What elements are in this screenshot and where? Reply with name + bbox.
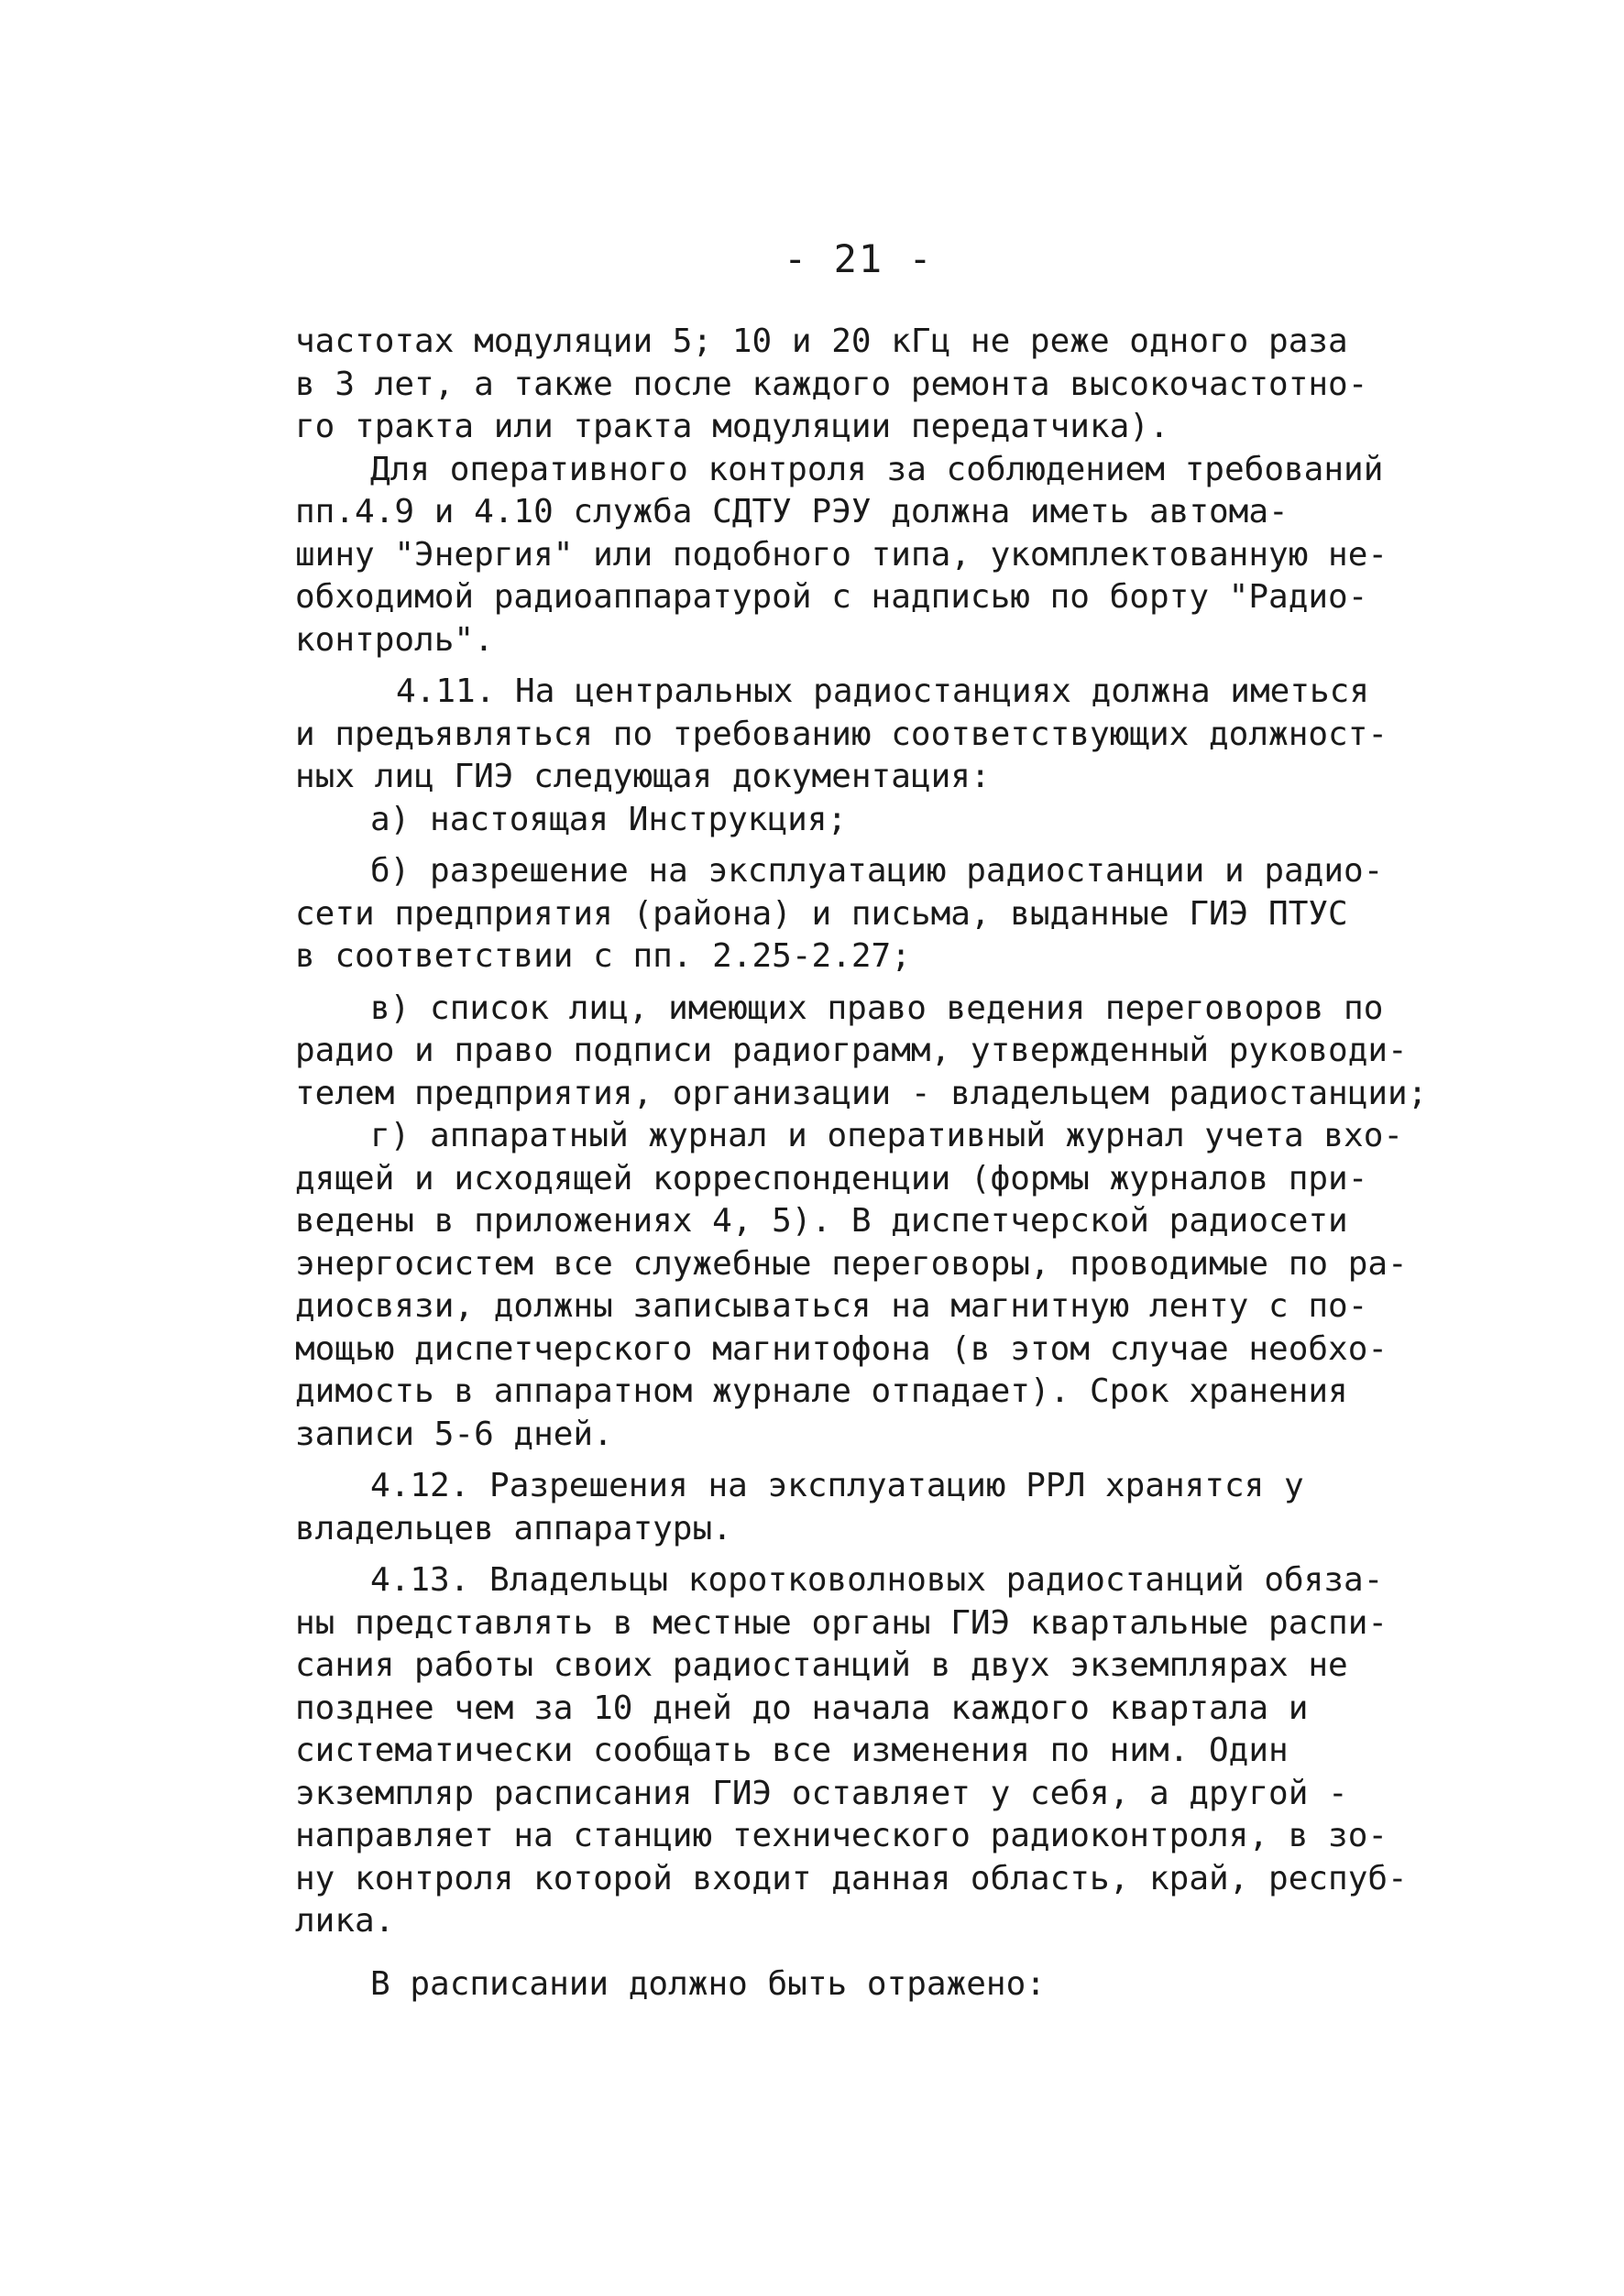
text-line: лика. [295,1902,395,1940]
text-line: сети предприятия (района) и письма, выданные ГИЭ ПТУС [295,894,1348,933]
text-line: а) настоящая Инструкция; [370,800,848,838]
text-line: в) список лиц, имеющих право ведения переговоров по [370,989,1384,1027]
text-line: владельцев аппаратуры. [295,1509,732,1547]
text-line: ведены в приложениях 4, 5). В диспетчерской радиосети [295,1202,1348,1240]
text-line: экземпляр расписания ГИЭ оставляет у себя, а другой - [295,1774,1348,1812]
text-line: записи 5-6 дней. [295,1415,613,1453]
text-line: радио и право подписи радиограмм, утвержденный руководи- [295,1032,1408,1069]
text-line: диосвязи, должны записываться на магнитную ленту с по- [295,1287,1368,1325]
text-line: в 3 лет, а также после каждого ремонта высокочастотно- [295,365,1368,403]
text-line: 4.13. Владельцы коротковолновых радиостанций обяза- [370,1561,1384,1599]
page-number: - 21 - [784,236,934,281]
text-line: телем предприятия, организации - владельцем радиостанции; [295,1074,1428,1112]
document-body [295,321,1428,2006]
text-line: Для оперативного контроля за соблюдением требований [370,450,1384,488]
text-line: частотах модуляции 5; 10 и 20 кГц не реже одного раза [295,323,1348,360]
text-line: В расписании должно быть отражено: [370,1964,1046,2003]
text-line: б) разрешение на эксплуатацию радиостанции и радио- [370,852,1384,890]
text-line: контроль". [295,620,494,659]
text-line: го тракта или тракта модуляции передатчика). [295,408,1169,445]
text-line: энергосистем все служебные переговоры, проводимые по ра- [295,1244,1408,1283]
text-line: систематически сообщать все изменения по ним. Один [295,1732,1289,1769]
text-line: ну контроля которой входит данная область, край, респуб- [295,1859,1408,1897]
text-line: обходимой радиоаппаратурой с надписью по борту "Радио- [295,578,1368,616]
text-line: 4.12. Разрешения на эксплуатацию РРЛ хранятся у [370,1467,1304,1504]
text-line: ны представлять в местные органы ГИЭ квартальные распи- [295,1603,1388,1642]
text-line: в соответствии с пп. 2.25-2.27; [295,937,911,975]
text-line: 4.11. На центральных радиостанциях должна иметься [396,672,1370,710]
text-line: позднее чем за 10 дней до начала каждого квартала и [295,1689,1309,1727]
text-line: и предъявляться по требованию соответствующих должност- [295,715,1388,753]
text-line: дящей и исходящей корреспонденции (формы журналов при- [295,1159,1368,1197]
text-line: пп.4.9 и 4.10 служба СДТУ РЭУ должна иметь автома- [295,493,1289,530]
text-line: ных лиц ГИЭ следующая документация: [295,758,991,795]
text-line: г) аппаратный журнал и оперативный журнал учета вхо- [370,1117,1404,1154]
text-line: мощью диспетчерского магнитофона (в этом случае необхо- [295,1329,1388,1368]
text-line: димость в аппаратном журнале отпадает). Срок хранения [295,1372,1348,1410]
text-line: сания работы своих радиостанций в двух экземплярах не [295,1646,1348,1684]
text-line: направляет на станцию технического радиоконтроля, в зо- [295,1817,1388,1854]
text-line: шину "Энергия" или подобного типа, укомплектованную не- [295,535,1388,574]
